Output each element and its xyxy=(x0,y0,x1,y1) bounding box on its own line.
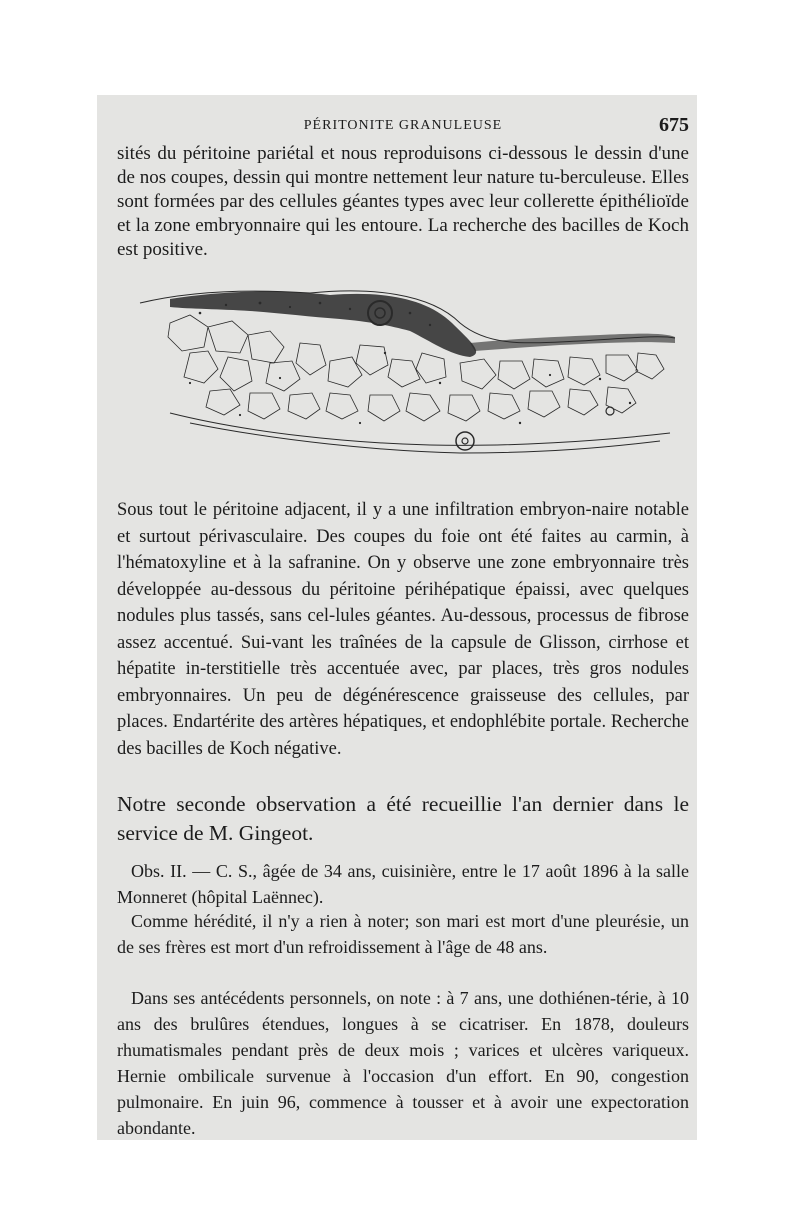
tissue-bottom-contour-2 xyxy=(190,423,660,453)
paragraph-personal-history: Dans ses antécédents personnels, on note : à 7 ans, une dothiénen-térie, à 10 ans des brulûres étendues, longues à se cicatriser. En 1878, douleurs rhumatismales pendant près de deux mois ; varices et ulcères variqueux. Hernie ombilicale survenue à l'occasion d'un effort. En 90, congestion pulmonaire. En juin 96, commence à tousser et à avoir une expectoration abondante. xyxy=(117,988,689,1138)
histology-figure xyxy=(130,283,680,473)
tissue-bottom-contour xyxy=(170,413,670,445)
giant-cell-4 xyxy=(462,438,468,444)
paragraph-second-observation: Notre seconde observation a été recueillie l'an dernier dans le service de M. Gingeot. xyxy=(117,792,689,845)
paragraph-obs-ii: Obs. II. — C. S., âgée de 34 ans, cuisinière, entre le 17 août 1896 à la salle Monneret (hôpital Laënnec). xyxy=(117,861,689,907)
page-number: 675 xyxy=(659,114,689,136)
nodule-small xyxy=(606,407,614,415)
paragraph-tubercle-description: sités du péritoine pariétal et nous reproduisons ci-dessous le dessin d'une de nos coupes, dessin qui montre nettement leur nature tu-berculeuse. Elles sont formées par des cellules géantes types avec leur collerette épithélioïde et la zone embryonnaire qui les entoure. La recherche des bacilles de Koch est positive. xyxy=(117,143,689,260)
paragraph-liver-sections: Sous tout le péritoine adjacent, il y a une infiltration embryon-naire notable et surtout périvasculaire. Des coupes du foie ont été faites au carmin, à l'hématoxyline et à la safranine. On y observe une zone embryonnaire très développée au-dessous du péritoine périhépatique épaissi, avec quelques nodules plus tassés, sans cel-lules géantes. Au-dessous, processus de fibrose assez accentué. Sui-vant les traînées de la capsule de Glisson, cirrhose et hépatite in-terstitielle très accentuée avec, par places, très gros nodules embryonnaires. Un peu de dégénérescence graisseuse des cellules, par places. Endartérite des artères hépatiques, et endophlébite portale. Recherche des bacilles de Koch négative. xyxy=(117,500,689,759)
mesothelial-layer xyxy=(470,334,675,351)
running-header xyxy=(117,116,689,140)
running-title: PÉRITONITE GRANULEUSE xyxy=(303,118,503,133)
giant-cell-3 xyxy=(456,432,474,450)
paragraph-heredity: Comme hérédité, il n'y a rien à noter; son mari est mort d'une pleurésie, un de ses frères est mort d'un refroidissement à l'âge de 48 ans. xyxy=(117,911,689,957)
